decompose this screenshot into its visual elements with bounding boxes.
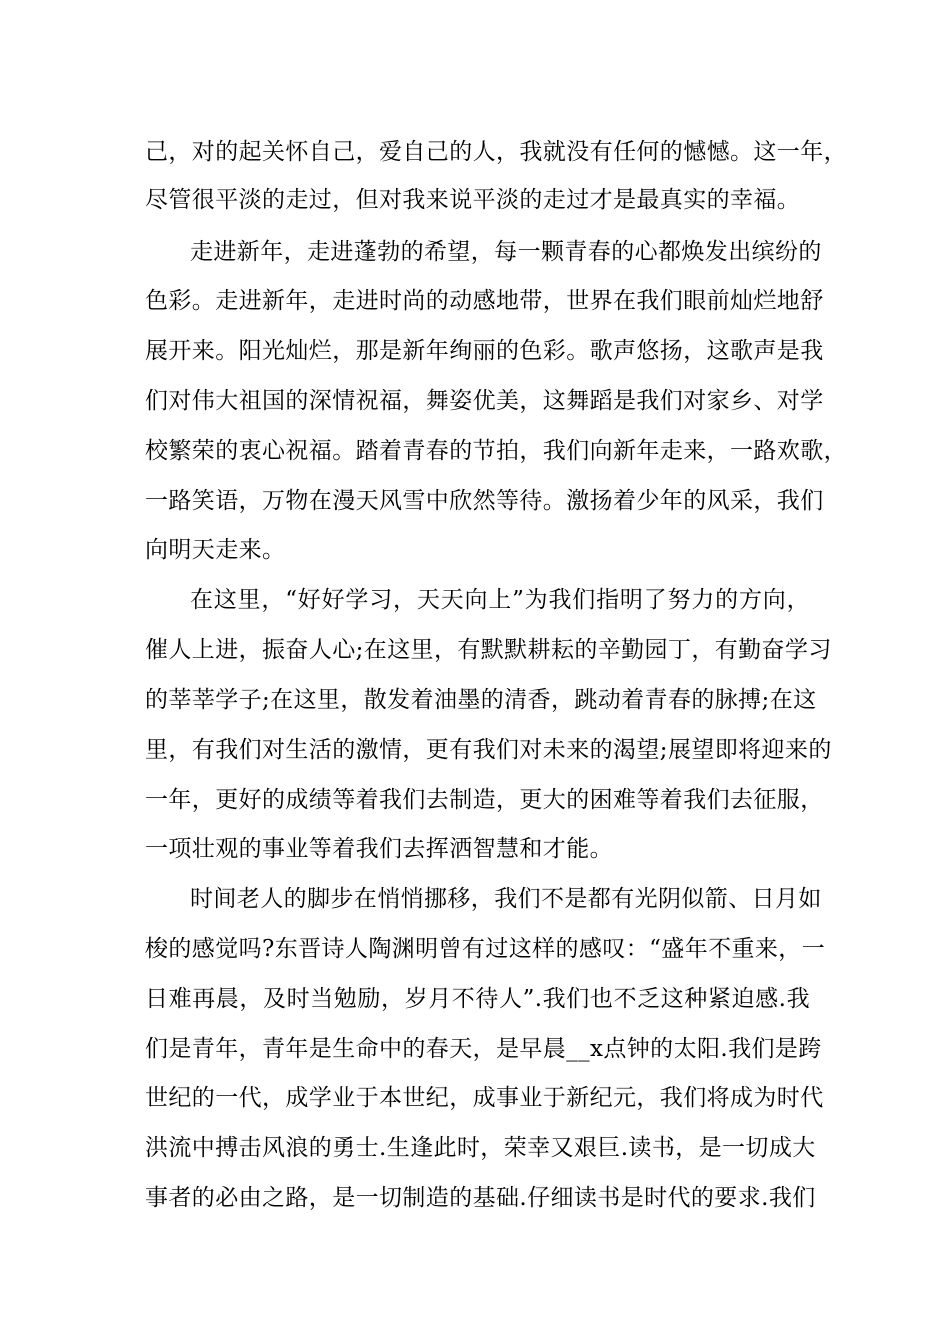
text-line: 一路笑语，万物在漫天风雪中欣然等待。激扬着少年的风采，我们 bbox=[145, 488, 824, 514]
text-line: 的莘莘学子;在这里，散发着油墨的清香，跳动着青春的脉搏;在这 bbox=[145, 687, 817, 713]
text-line: 一项壮观的事业等着我们去挥洒智慧和才能。 bbox=[145, 836, 613, 862]
text-line: 们对伟大祖国的深情祝福，舞姿优美，这舞蹈是我们对家乡、对学 bbox=[145, 388, 824, 414]
text-line: 向明天走来。 bbox=[145, 537, 286, 563]
text-line: 走进新年，走进蓬勃的希望，每一颗青春的心都焕发出缤纷的 bbox=[190, 239, 822, 265]
text-line: 尽管很平淡的走过，但对我来说平淡的走过才是最真实的幸福。 bbox=[145, 187, 801, 213]
text-line: 里，有我们对生活的激情，更有我们对未来的渴望;展望即将迎来的 bbox=[145, 737, 832, 763]
text-line: 事者的必由之路，是一切制造的基础.仔细读书是时代的要求.我们 bbox=[145, 1185, 816, 1211]
text-line: 展开来。阳光灿烂，那是新年绚丽的色彩。歌声悠扬，这歌声是我 bbox=[145, 338, 824, 364]
text-line: 校繁荣的衷心祝福。踏着青春的节拍，我们向新年走来，一路欢歌， bbox=[145, 438, 847, 464]
text-line: 时间老人的脚步在悄悄挪移，我们不是都有光阴似箭、日月如 bbox=[190, 886, 822, 912]
text-line: 色彩。走进新年，走进时尚的动感地带，世界在我们眼前灿烂地舒 bbox=[145, 288, 824, 314]
text-line: 洪流中搏击风浪的勇士.生逢此时，荣幸又艰巨.读书，是一切成大 bbox=[145, 1135, 816, 1161]
text-line: 一年，更好的成绩等着我们去制造，更大的困难等着我们去征服， bbox=[145, 787, 824, 813]
text-line: 催人上进，振奋人心;在这里，有默默耕耘的辛勤园丁，有勤奋学习 bbox=[145, 637, 832, 663]
text-line: 日难再晨，及时当勉励，岁月不待人”.我们也不乏这种紧迫感.我 bbox=[145, 986, 810, 1012]
text-line: 世纪的一代，成学业于本世纪，成事业于新纪元，我们将成为时代 bbox=[145, 1085, 824, 1111]
text-line: 在这里，“好好学习，天天向上”为我们指明了努力的方向， bbox=[190, 587, 810, 613]
text-line: 梭的感觉吗?东晋诗人陶渊明曾有过这样的感叹：“盛年不重来，一 bbox=[145, 936, 826, 962]
text-line: 己，对的起关怀自己，爱自己的人，我就没有任何的憾憾。这一年， bbox=[145, 139, 847, 165]
text-line: 们是青年，青年是生命中的春天，是早晨__x点钟的太阳.我们是跨 bbox=[145, 1036, 822, 1062]
